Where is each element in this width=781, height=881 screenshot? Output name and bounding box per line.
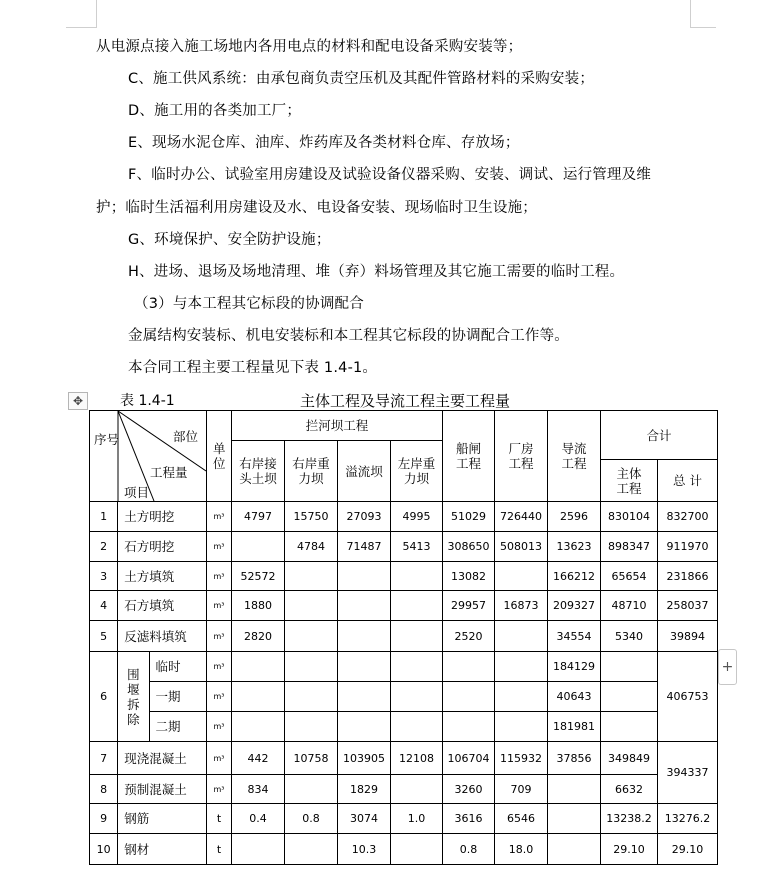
header-dam-group: 拦河坝工程 [232, 411, 443, 441]
cell [495, 682, 548, 712]
header-quantity: 工程量 [150, 465, 188, 480]
cell: 231866 [658, 562, 718, 591]
cell: 832700 [658, 502, 718, 532]
table-row [90, 591, 718, 621]
cell [285, 562, 338, 591]
table-row [90, 532, 718, 562]
header-right-bank: 右岸接头土坝 [232, 441, 285, 502]
table-row [90, 712, 718, 742]
row-number: 10 [90, 834, 118, 865]
cell: 726440 [495, 502, 548, 532]
cell [338, 621, 391, 652]
paragraph-d: D、施工用的各类加工厂； [128, 103, 302, 119]
cell: 258037 [658, 591, 718, 621]
cell: 18.0 [495, 834, 548, 865]
row-group-name: 围堰拆除 [118, 652, 149, 742]
cell [601, 652, 658, 682]
header-position: 部位 [172, 429, 198, 444]
cell: 65654 [601, 562, 658, 591]
table-title: 主体工程及导流工程主要工程量 [300, 392, 511, 410]
header-spillway: 溢流坝 [338, 441, 391, 502]
cell [338, 562, 391, 591]
cell [232, 712, 285, 742]
cell: 2596 [548, 502, 601, 532]
row-name: 钢筋 [118, 804, 207, 834]
row-name: 反滤料填筑 [118, 621, 207, 652]
row-unit: m³ [207, 652, 232, 682]
cell: 6546 [495, 804, 548, 834]
cell [495, 652, 548, 682]
cell: 709 [495, 775, 548, 804]
cell: 1.0 [391, 804, 443, 834]
cell [338, 682, 391, 712]
table-row [90, 834, 718, 865]
cell: 6632 [601, 775, 658, 804]
cell [495, 712, 548, 742]
cell: 13623 [548, 532, 601, 562]
cell: 1829 [338, 775, 391, 804]
paragraph-g: G、环境保护、安全防护设施； [128, 232, 331, 248]
cell: 5340 [601, 621, 658, 652]
header-lock: 船闸工程 [443, 411, 495, 502]
cell: 39894 [658, 621, 718, 652]
cell [391, 652, 443, 682]
move-handle-icon[interactable]: ✥ [68, 392, 88, 410]
cell: 4797 [232, 502, 285, 532]
cell [285, 712, 338, 742]
cell [443, 712, 495, 742]
cell [495, 562, 548, 591]
row-number: 2 [90, 532, 118, 562]
row-subname: 二期 [149, 712, 207, 742]
cell: 15750 [285, 502, 338, 532]
table-row [90, 682, 718, 712]
table-row [90, 621, 718, 652]
cell: 13238.2 [601, 804, 658, 834]
row-unit: m³ [207, 682, 232, 712]
cell [443, 652, 495, 682]
row-name: 预制混凝土 [118, 775, 207, 804]
cell [285, 682, 338, 712]
cell: 3260 [443, 775, 495, 804]
cell [232, 532, 285, 562]
cell: 29957 [443, 591, 495, 621]
cell [338, 712, 391, 742]
row-subname: 临时 [149, 652, 207, 682]
cell [338, 591, 391, 621]
cell [285, 652, 338, 682]
cell [338, 652, 391, 682]
cell [285, 775, 338, 804]
cell [285, 621, 338, 652]
cell: 0.8 [443, 834, 495, 865]
cell [391, 591, 443, 621]
cell: 29.10 [658, 834, 718, 865]
paragraph-e: E、现场水泥仓库、油库、炸药库及各类材料仓库、存放场； [128, 135, 520, 151]
add-row-icon[interactable]: + [718, 649, 737, 685]
cell: 308650 [443, 532, 495, 562]
cell: 0.4 [232, 804, 285, 834]
diagonal-header-cell [90, 411, 207, 502]
row-number: 6 [90, 652, 118, 742]
cell: 4995 [391, 502, 443, 532]
paragraph-coordination: 金属结构安装标、机电安装标和本工程其它标段的协调配合工作等。 [128, 328, 569, 344]
row-unit: t [207, 834, 232, 865]
row-number: 1 [90, 502, 118, 532]
page-corner-line-left [66, 27, 96, 28]
cell: 349849 [601, 742, 658, 775]
cell [285, 834, 338, 865]
section-heading-3: （3）与本工程其它标段的协调配合 [134, 296, 364, 312]
cell [601, 682, 658, 712]
cell: 508013 [495, 532, 548, 562]
paragraph-f-cont: 护；临时生活福利用房建设及水、电设备安装、现场临时卫生设施； [96, 200, 537, 216]
cell [232, 652, 285, 682]
cell [548, 775, 601, 804]
row-unit: m³ [207, 621, 232, 652]
cell: 898347 [601, 532, 658, 562]
cell: 2820 [232, 621, 285, 652]
cell [443, 682, 495, 712]
cell [232, 682, 285, 712]
header-seq: 序号 [94, 432, 120, 447]
row-number: 9 [90, 804, 118, 834]
page-corner-mark-left [96, 0, 97, 28]
row-unit: m³ [207, 532, 232, 562]
cell: 103905 [338, 742, 391, 775]
header-left-gravity: 左岸重力坝 [391, 441, 443, 502]
row-unit: m³ [207, 742, 232, 775]
cell: 29.10 [601, 834, 658, 865]
page-corner-mark-right [690, 0, 691, 28]
cell: 181981 [548, 712, 601, 742]
row-number: 4 [90, 591, 118, 621]
cell: 16873 [495, 591, 548, 621]
cell: 1880 [232, 591, 285, 621]
cell [391, 682, 443, 712]
cell: 12108 [391, 742, 443, 775]
header-powerhouse: 厂房工程 [495, 411, 548, 502]
row-subname: 一期 [149, 682, 207, 712]
row-name: 石方明挖 [118, 532, 207, 562]
cell: 10758 [285, 742, 338, 775]
row-name: 土方填筑 [118, 562, 207, 591]
cell [548, 834, 601, 865]
cell-merged-total: 406753 [658, 652, 718, 742]
cell [601, 712, 658, 742]
paragraph-h: H、进场、退场及场地清理、堆（弃）料场管理及其它施工需要的临时工程。 [128, 264, 625, 280]
cell: 13276.2 [658, 804, 718, 834]
header-diversion: 导流工程 [548, 411, 601, 502]
cell [391, 834, 443, 865]
cell: 3074 [338, 804, 391, 834]
table-row [90, 742, 718, 775]
paragraph-table-ref: 本合同工程主要工程量见下表 1.4-1。 [128, 360, 378, 376]
cell [391, 775, 443, 804]
cell: 830104 [601, 502, 658, 532]
cell: 40643 [548, 682, 601, 712]
row-number: 7 [90, 742, 118, 775]
cell [285, 591, 338, 621]
cell: 71487 [338, 532, 391, 562]
header-main: 主体工程 [601, 460, 658, 502]
cell: 442 [232, 742, 285, 775]
row-unit: m³ [207, 775, 232, 804]
cell: 37856 [548, 742, 601, 775]
cell: 10.3 [338, 834, 391, 865]
row-unit: m³ [207, 562, 232, 591]
cell: 209327 [548, 591, 601, 621]
cell: 115932 [495, 742, 548, 775]
row-number: 3 [90, 562, 118, 591]
paragraph-c: C、施工供风系统：由承包商负责空压机及其配件管路材料的采购安装； [128, 71, 595, 87]
header-total-group: 合计 [601, 411, 718, 460]
cell: 27093 [338, 502, 391, 532]
cell: 51029 [443, 502, 495, 532]
header-item: 项目 [124, 485, 150, 500]
cell: 3616 [443, 804, 495, 834]
page-corner-line-right [690, 27, 716, 28]
cell: 13082 [443, 562, 495, 591]
header-right-gravity: 右岸重力坝 [285, 441, 338, 502]
row-name: 现浇混凝土 [118, 742, 207, 775]
table-row [90, 562, 718, 591]
row-number: 8 [90, 775, 118, 804]
table-row [90, 502, 718, 532]
row-name: 钢材 [118, 834, 207, 865]
cell [495, 621, 548, 652]
cell [548, 804, 601, 834]
cell: 52572 [232, 562, 285, 591]
header-grand: 总 计 [658, 460, 718, 502]
quantity-table [89, 410, 718, 865]
header-unit: 单位 [207, 411, 232, 502]
cell: 34554 [548, 621, 601, 652]
paragraph-f: F、临时办公、试验室用房建设及试验设备仪器采购、安装、调试、运行管理及维 [128, 167, 652, 183]
cell: 911970 [658, 532, 718, 562]
cell: 166212 [548, 562, 601, 591]
row-number: 5 [90, 621, 118, 652]
table-row [90, 804, 718, 834]
cell: 0.8 [285, 804, 338, 834]
cell [391, 712, 443, 742]
cell: 184129 [548, 652, 601, 682]
table-label: 表 1.4-1 [120, 393, 175, 409]
table-row [90, 652, 718, 682]
cell [391, 562, 443, 591]
paragraph-1: 从电源点接入施工场地内各用电点的材料和配电设备采购安装等； [96, 39, 523, 55]
cell-merged-total: 394337 [658, 742, 718, 804]
cell: 106704 [443, 742, 495, 775]
row-name: 土方明挖 [118, 502, 207, 532]
row-name: 石方填筑 [118, 591, 207, 621]
cell: 2520 [443, 621, 495, 652]
cell [232, 834, 285, 865]
table-row [90, 775, 718, 804]
row-unit: t [207, 804, 232, 834]
cell: 4784 [285, 532, 338, 562]
row-unit: m³ [207, 712, 232, 742]
cell: 5413 [391, 532, 443, 562]
row-unit: m³ [207, 502, 232, 532]
cell [391, 621, 443, 652]
row-unit: m³ [207, 591, 232, 621]
cell: 48710 [601, 591, 658, 621]
cell: 834 [232, 775, 285, 804]
